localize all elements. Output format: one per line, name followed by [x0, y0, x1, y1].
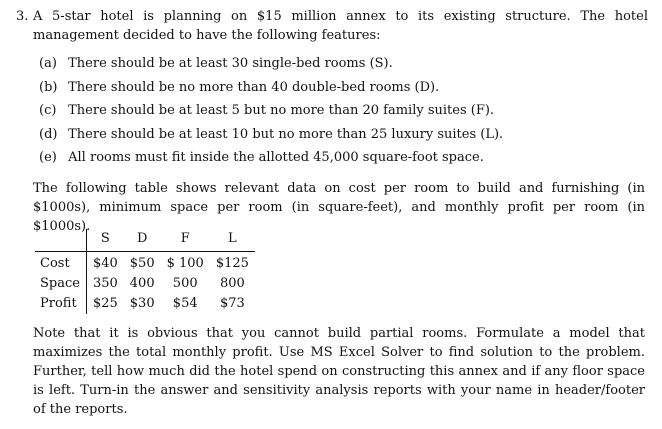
- table-cell: 400: [129, 276, 155, 291]
- table-cell: $54: [172, 296, 198, 311]
- feature-text: There should be at least 10 but no more than 25 luxury suites (L).: [68, 126, 504, 142]
- problem-intro: A 5-star hotel is planning on $15 million annex to its existing structure. The hotel management decided to have the following features:: [33, 9, 648, 43]
- table-cell: $40: [92, 256, 118, 271]
- table-corner-cell: [35, 229, 86, 252]
- feature-item: [39, 148, 629, 172]
- table-cell: $50: [129, 256, 155, 271]
- feature-marker: (e): [39, 150, 57, 166]
- row-label-space: Space: [35, 274, 86, 294]
- column-header-f: F: [161, 229, 210, 252]
- column-header-d: D: [124, 229, 161, 252]
- feature-text: There should be no more than 40 double-bed rooms (D).: [68, 79, 440, 95]
- feature-text: There should be at least 30 single-bed rooms (S).: [68, 56, 393, 71]
- feature-marker: (b): [39, 79, 58, 95]
- feature-item: [39, 101, 629, 125]
- table-row-space: [35, 274, 255, 294]
- feature-item: [39, 125, 629, 149]
- table-row-profit: [35, 294, 255, 314]
- table-cell: $73: [219, 296, 245, 311]
- room-data-table: [35, 229, 255, 314]
- feature-list: [39, 54, 629, 172]
- table-intro-paragraph: The following table shows relevant data on cost per room to build and furnishing (in $1000s), minimum space per room (in square-feet), and monthly profit per room (in $1000s).: [33, 181, 645, 234]
- row-label-profit: Profit: [35, 294, 86, 314]
- table-cell: $30: [129, 296, 155, 311]
- feature-marker: (d): [39, 126, 58, 142]
- column-header-s: S: [86, 229, 123, 252]
- feature-marker: (a): [39, 56, 57, 71]
- table-cell: 350: [92, 276, 118, 291]
- table-cell: $25: [92, 296, 118, 311]
- feature-item: [39, 78, 629, 102]
- problem-number: 3.: [16, 9, 29, 24]
- feature-marker: (c): [39, 103, 57, 119]
- feature-item: [39, 54, 629, 78]
- table-cell: $ 100: [166, 256, 204, 271]
- row-label-cost: Cost: [35, 252, 86, 275]
- instructions-paragraph: Note that it is obvious that you cannot build partial rooms. Formulate a model that maximizes the total monthly profit. Use MS Excel Solver to find solution to the problem. Further, tell how much did the hotel spend on constructing this annex and if any floor space is left. Turn-in the answer and sensitivity analysis reports with your name in header/footer of the reports.: [33, 326, 645, 417]
- feature-text: All rooms must fit inside the allotted 45,000 square-foot space.: [68, 150, 484, 166]
- column-header-l: L: [210, 229, 255, 252]
- table-row-cost: [35, 252, 255, 275]
- table-cell: 500: [172, 276, 198, 291]
- feature-text: There should be at least 5 but no more than 20 family suites (F).: [68, 103, 495, 119]
- table-cell: $125: [215, 256, 249, 271]
- table-header-row: [35, 229, 255, 252]
- table-cell: 800: [219, 276, 245, 291]
